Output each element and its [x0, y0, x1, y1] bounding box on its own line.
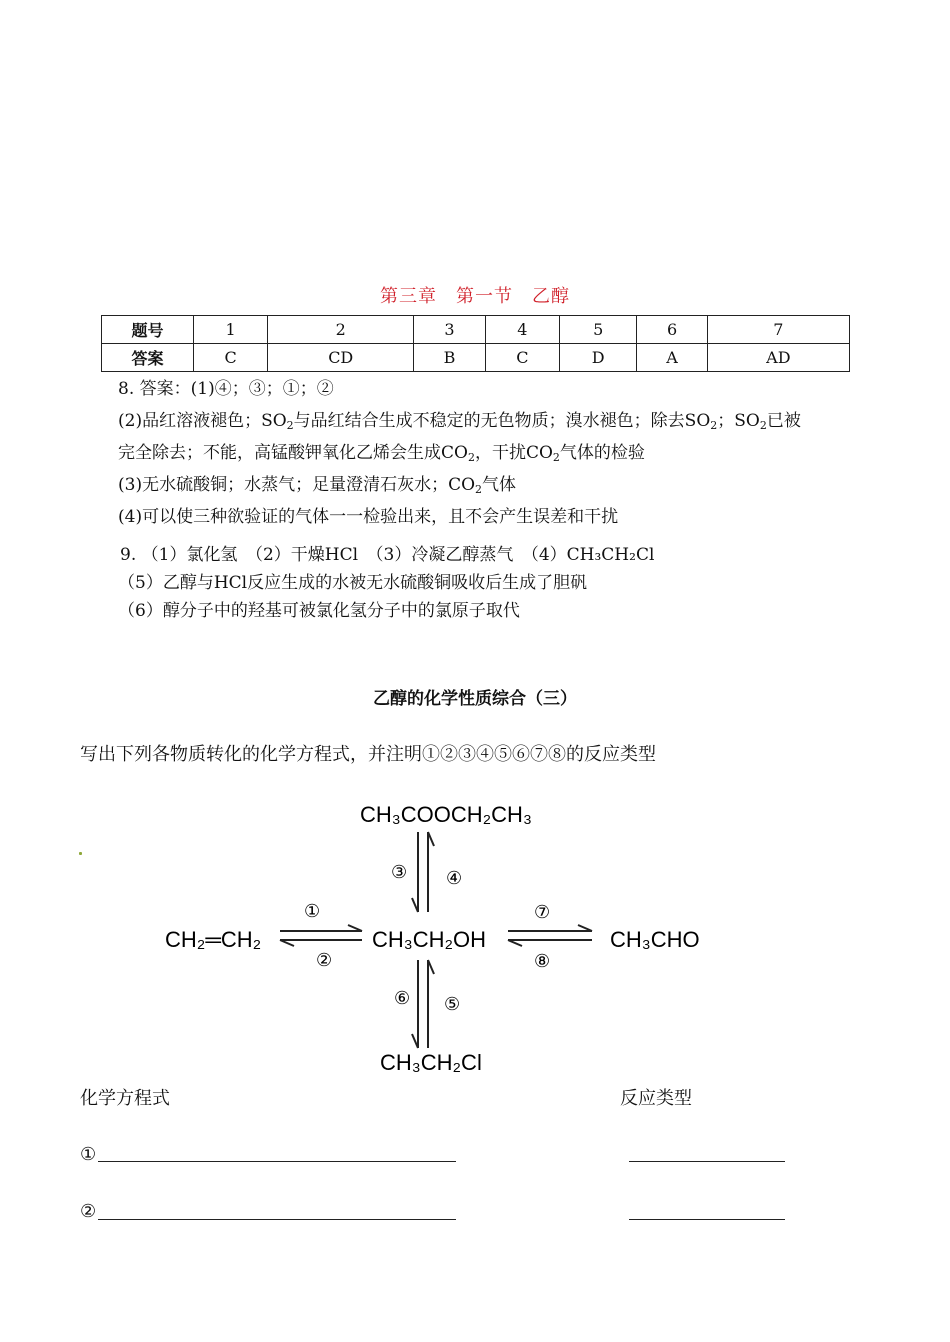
step-label-5: ⑤: [444, 994, 461, 1014]
equation-blank-1[interactable]: [98, 1161, 456, 1162]
text-segment: 气体的检验: [559, 443, 645, 463]
text-segment: (2)品红溶液褪色；SO: [118, 411, 287, 431]
text-segment: ；SO: [717, 411, 760, 431]
section-title: 第三章 第一节 乙醇: [380, 286, 570, 307]
subscript: 2: [552, 451, 560, 464]
ethyl-acetate-formula: CH₃COOCH₂CH₃: [360, 802, 532, 827]
q8-line-4: [118, 470, 516, 496]
ethanol-formula: CH₃CH₂OH: [372, 927, 487, 952]
step-label-4: ④: [446, 868, 463, 888]
q8-line-1: 8. 答案：(1)④；③；①；②: [118, 379, 334, 399]
table-cell: 1: [194, 316, 268, 344]
section2-title: 乙醇的化学性质综合（三）: [373, 689, 577, 709]
table-cell: C: [194, 344, 268, 372]
item-marker-2: ②: [80, 1201, 97, 1222]
table-cell: B: [414, 344, 485, 372]
reaction-type-blank-2[interactable]: [629, 1219, 785, 1220]
ethylene-formula: CH₂═CH₂: [165, 927, 262, 952]
reaction-type-header: 反应类型: [620, 1088, 692, 1109]
subscript: 2: [710, 419, 718, 432]
text-segment: 与品红结合生成不稳定的无色物质；溴水褪色；除去SO: [293, 411, 711, 431]
reaction-type-blank-1[interactable]: [629, 1161, 785, 1162]
instruction-text: 写出下列各物质转化的化学方程式，并注明①②③④⑤⑥⑦⑧的反应类型: [80, 744, 656, 765]
acetaldehyde-formula: CH₃CHO: [610, 927, 700, 952]
q8-line-3: [118, 438, 645, 464]
subscript: 2: [475, 483, 483, 496]
table-cell: C: [485, 344, 559, 372]
table-cell: 2: [268, 316, 414, 344]
step-label-3: ③: [391, 862, 408, 882]
table-cell: 5: [559, 316, 636, 344]
stray-dot: [79, 852, 82, 855]
table-cell: 6: [637, 316, 707, 344]
q9-line-2: （5）乙醇与HCl反应生成的水被无水硫酸铜吸收后生成了胆矾: [118, 573, 588, 593]
table-cell: D: [559, 344, 636, 372]
table-cell: 4: [485, 316, 559, 344]
subscript: 2: [467, 451, 475, 464]
text-segment: 气体: [482, 475, 517, 495]
q8-line-2: [118, 406, 801, 432]
step-label-1: ①: [304, 901, 321, 921]
table-row: [102, 344, 850, 372]
q8-line-5: (4)可以使三种欲验证的气体一一检验出来，且不会产生误差和干扰: [118, 507, 619, 527]
equation-blank-2[interactable]: [98, 1219, 456, 1220]
table-cell: 7: [707, 316, 849, 344]
item-marker-1: ①: [80, 1144, 97, 1165]
q9-line-1: 9. （1）氯化氢 （2）干燥HCl （3）冷凝乙醇蒸气 （4）CH₃CH₂Cl: [120, 545, 655, 565]
table-row: [102, 316, 850, 344]
chloroethane-formula: CH₃CH₂Cl: [380, 1050, 482, 1075]
step-label-2: ②: [316, 950, 333, 970]
table-cell: CD: [268, 344, 414, 372]
step-label-6: ⑥: [394, 988, 411, 1008]
text-segment: 已被: [766, 411, 801, 431]
step-label-8: ⑧: [534, 951, 551, 971]
subscript: 2: [286, 419, 294, 432]
q9-line-3: （6）醇分子中的羟基可被氯化氢分子中的氯原子取代: [118, 601, 520, 621]
subscript: 2: [759, 419, 767, 432]
text-segment: ，干扰CO: [474, 443, 553, 463]
answer-table: [101, 315, 850, 372]
table-cell: AD: [707, 344, 849, 372]
table-header-number: 题号: [102, 316, 194, 344]
table-cell: 3: [414, 316, 485, 344]
text-segment: (3)无水硫酸铜；水蒸气；足量澄清石灰水；CO: [118, 475, 476, 495]
equation-header: 化学方程式: [80, 1088, 170, 1109]
text-segment: 完全除去；不能，高锰酸钾氧化乙烯会生成CO: [118, 443, 468, 463]
table-header-answer: 答案: [102, 344, 194, 372]
reaction-diagram: [150, 790, 730, 1080]
table-cell: A: [637, 344, 707, 372]
step-label-7: ⑦: [534, 902, 551, 922]
